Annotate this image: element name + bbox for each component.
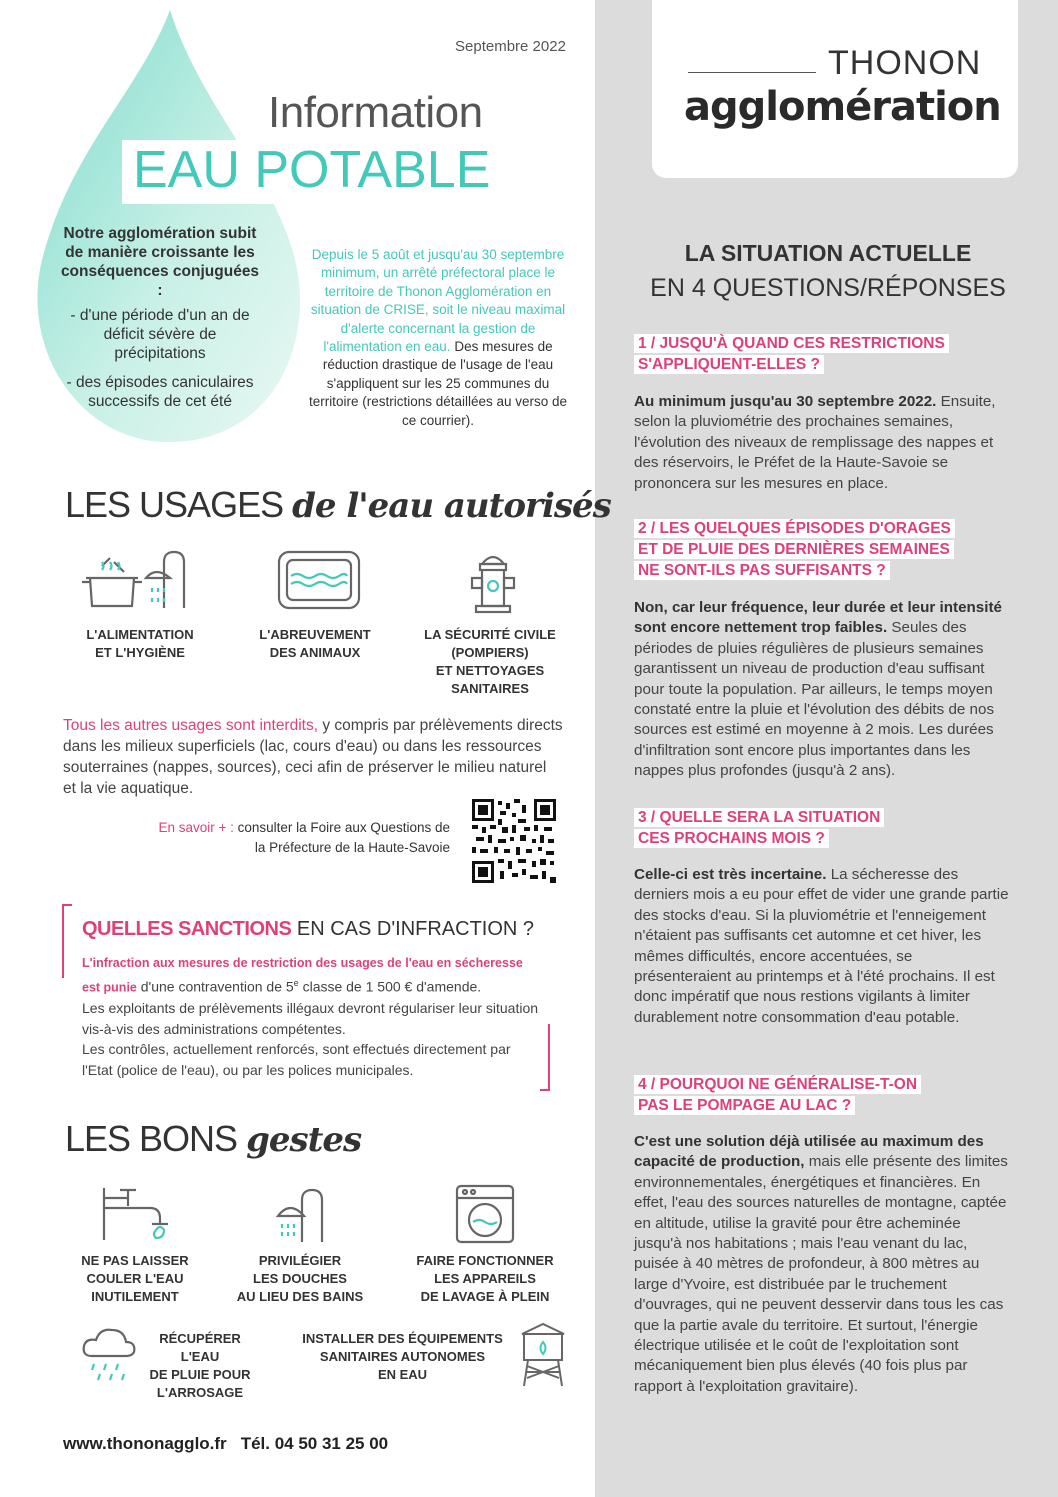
answer-4 [634,1132,1012,1397]
answer-2 [634,598,1012,782]
answer-3-bold: Celle-ci est très incertaine. [634,866,827,883]
geste-label-lavage: FAIRE FONCTIONNER LES APPAREILS DE LAVAGE À PLEIN [416,1253,554,1304]
question-1-line-1: 1 / JUSQU'À QUAND CES RESTRICTIONS [634,334,949,353]
footer [63,1434,388,1454]
question-4-line-1: 4 / POURQUOI NE GÉNÉRALISE-T-ON [634,1075,921,1094]
question-3-line-1: 3 / QUELLE SERA LA SITUATION [634,808,884,827]
rain-cloud-icon [80,1326,140,1386]
gestes-heading-plain: LES BONS [65,1118,247,1159]
website-link[interactable]: www.thononagglo.fr [63,1434,227,1453]
question-1-line-2: S'APPLIQUENT-ELLES ? [634,355,824,374]
question-3 [634,807,884,849]
sanctions-rest2: classe de 1 500 € d'amende. [298,979,482,996]
water-trough-icon [275,548,365,618]
water-tower-icon [518,1322,568,1388]
crise-notice [303,246,573,430]
drop-intro [60,224,260,411]
interdits-pink: Tous les autres usages sont interdits, [63,717,319,734]
sanctions-rest1: d'une contravention de 5 [136,979,294,996]
washing-machine-icon [455,1184,515,1244]
gestes-heading [65,1118,361,1160]
sanctions-title-bold: QUELLES SANCTIONS [82,918,292,940]
savoir-rest: consulter la Foire aux Questions de la Préfecture de la Haute-Savoie [233,820,450,855]
usages-heading [65,484,611,526]
situation-heading-2: EN 4 QUESTIONS/RÉPONSES [650,274,1006,302]
interdits-rest: y compris par prélèvements directs dans les milieux superficiels (lac, cours d'eau) ou dans les ressources souterraines (nappes, sources), ceci afin de préserver le milieu naturel et la vie aquatique. [63,717,563,797]
interdits-paragraph [63,715,563,799]
answer-3-rest: La sécheresse des derniers mois a eu pour effet de vider une grande partie des stocks d'eau. Si la pluviométrie et l'enneigement n'étaient pas suffisants cet automne et cet hiver, les mêmes difficultés, encore accentuées, se présenteraient au printemps et à l'été prochains. Il est donc impératif que nous restions vigilants à limiter durablement notre consommation d'eau potable. [634,866,1009,1026]
question-1 [634,333,949,375]
gestes-heading-italic: gestes [246,1120,362,1160]
drop-item-1: - d'une période d'un an de déficit sévère de précipitations [70,307,250,362]
shower-icon [272,1186,332,1246]
usage-label-alimentation: L'ALIMENTATION ET L'HYGIÈNE [86,627,194,660]
sanctions-bracket-left [62,904,72,978]
savoir-pink: En savoir + : [158,820,234,835]
cooking-pot-shower-icon [80,548,190,618]
sanctions-p3: Les contrôles, actuellement renforcés, sont effectués directement par l'Etat (police de l'eau), ou par les polices municipales. [82,1041,511,1078]
answer-4-bold: C'est une solution déjà utilisée au maximum des capacité de production, [634,1133,984,1171]
answer-3 [634,865,1012,1028]
geste-label-equipements: INSTALLER DES ÉQUIPEMENTS SANITAIRES AUTONOMES EN EAU [302,1331,503,1382]
answer-1 [634,392,1012,494]
situation-heading-1: LA SITUATION ACTUELLE [684,240,972,266]
sanctions-p1 [82,952,542,998]
title-eau-potable: EAU POTABLE [133,141,491,199]
answer-1-bold: Au minimum jusqu'au 30 septembre 2022. [634,393,937,410]
qr-code[interactable] [472,799,556,883]
sanctions-pink: L'infraction aux mesures de restriction des usages de l'eau en sécheresse est punie [82,956,523,996]
title-information: Information [268,88,483,137]
usage-label-securite: LA SÉCURITÉ CIVILE (POMPIERS) ET NETTOYAGES SANITAIRES [424,627,556,696]
crise-dark-text: Des mesures de réduction drastique de l'usage de l'eau s'appliquent sur les 25 communes du territoire (restrictions détaillées au verso de ce courrier). [308,339,568,428]
question-4 [634,1074,921,1116]
logo-agglomeration: agglomération [684,84,1001,130]
question-3-line-2: CES PROCHAINS MOIS ? [634,829,829,848]
sanctions-sup: e [293,978,299,989]
usages-heading-italic: de l'eau autorisés [292,486,611,526]
question-2-line-1: 2 / LES QUELQUES ÉPISODES D'ORAGES [634,519,955,538]
geste-label-robinet: NE PAS LAISSER COULER L'EAU INUTILEMENT [81,1253,189,1304]
question-4-line-2: PAS LE POMPAGE AU LAC ? [634,1096,855,1115]
geste-label-douches: PRIVILÉGIER LES DOUCHES AU LIEU DES BAINS [236,1253,364,1304]
question-2-line-2: ET DE PLUIE DES DERNIÈRES SEMAINES [634,540,954,559]
answer-1-rest: Ensuite, selon la pluviométrie des prochaines semaines, l'évolution des niveaux de remplissage des nappes et des réservoirs, le Préfet de la Haute-Savoie se prononcera sur les mesures en place. [634,393,996,492]
usage-label-abreuvement: L'ABREUVEMENT DES ANIMAUX [259,627,371,660]
question-2-line-3: NE SONT-ILS PAS SUFFISANTS ? [634,561,890,580]
phone-number: Tél. 04 50 31 25 00 [240,1434,389,1453]
answer-2-bold: Non, car leur fréquence, leur durée et leur intensité sont encore nettement trop faibles. [634,599,1002,637]
crise-teal-text: Depuis le 5 août et jusqu'au 30 septembre minimum, un arrêté préfectoral place le territoire de Thonon Agglomération en situation de CRISE, soit le niveau maximal d'alerte concernant la gestion de l'alimentation en eau. [310,247,566,355]
sanctions-title [82,918,534,941]
sanctions-body [82,952,542,1080]
issue-date: Septembre 2022 [455,38,566,55]
logo-thonon: THONON [828,44,982,82]
geste-label-pluie: RÉCUPÉRER L'EAU DE PLUIE POUR L'ARROSAGE [149,1331,251,1400]
sanctions-p2: Les exploitants de prélèvements illégaux devront régulariser leur situation vis-à-vis des administrations compétentes. [82,1000,539,1037]
usages-heading-plain: LES USAGES [65,484,293,525]
faucet-icon [100,1184,170,1244]
question-2 [634,518,955,581]
en-savoir-plus [150,818,450,858]
sanctions-title-rest: EN CAS D'INFRACTION ? [291,918,535,940]
fire-hydrant-icon [468,548,518,618]
drop-item-2: - des épisodes caniculaires successifs de cet été [66,374,254,410]
answer-2-rest: Seules des périodes de pluies régulières de plusieurs semaines garantissent un niveau de production d'eau suffisant pour toute la population. Par ailleurs, le temps moyen constaté entre la pluie et l'évolution des débits de nos sources est estimé en moyenne à 2 mois. Les durées d'infiltration sont encore plus importantes dans les nappes plus profondes (jusqu'à 2 ans). [634,619,995,780]
answer-4-rest: mais elle présente des limites environnementales, énergétiques et financières. En effet, l'eau des sources naturelles de montagne, captée en altitude, utilise la gravité pour être acheminée jusqu'à nos habitations ; mais l'eau venant du lac, puisée à 40 mètres de profondeur, à 800 mètres au large d'Yvoire, est distribuée par le truchement d'ouvrages, qui ne peuvent desservir dans tous les cas que la partie avale du territoire. Et surtout, l'énergie électrique utilisée et le coût de l'exploitation sont mécaniquement bien plus élevés (40 fois plus par rapport à l'exploitation gravitaire). [634,1153,1008,1395]
drop-lead: Notre agglomération subit de manière croissante les conséquences conjuguées : [60,225,260,299]
